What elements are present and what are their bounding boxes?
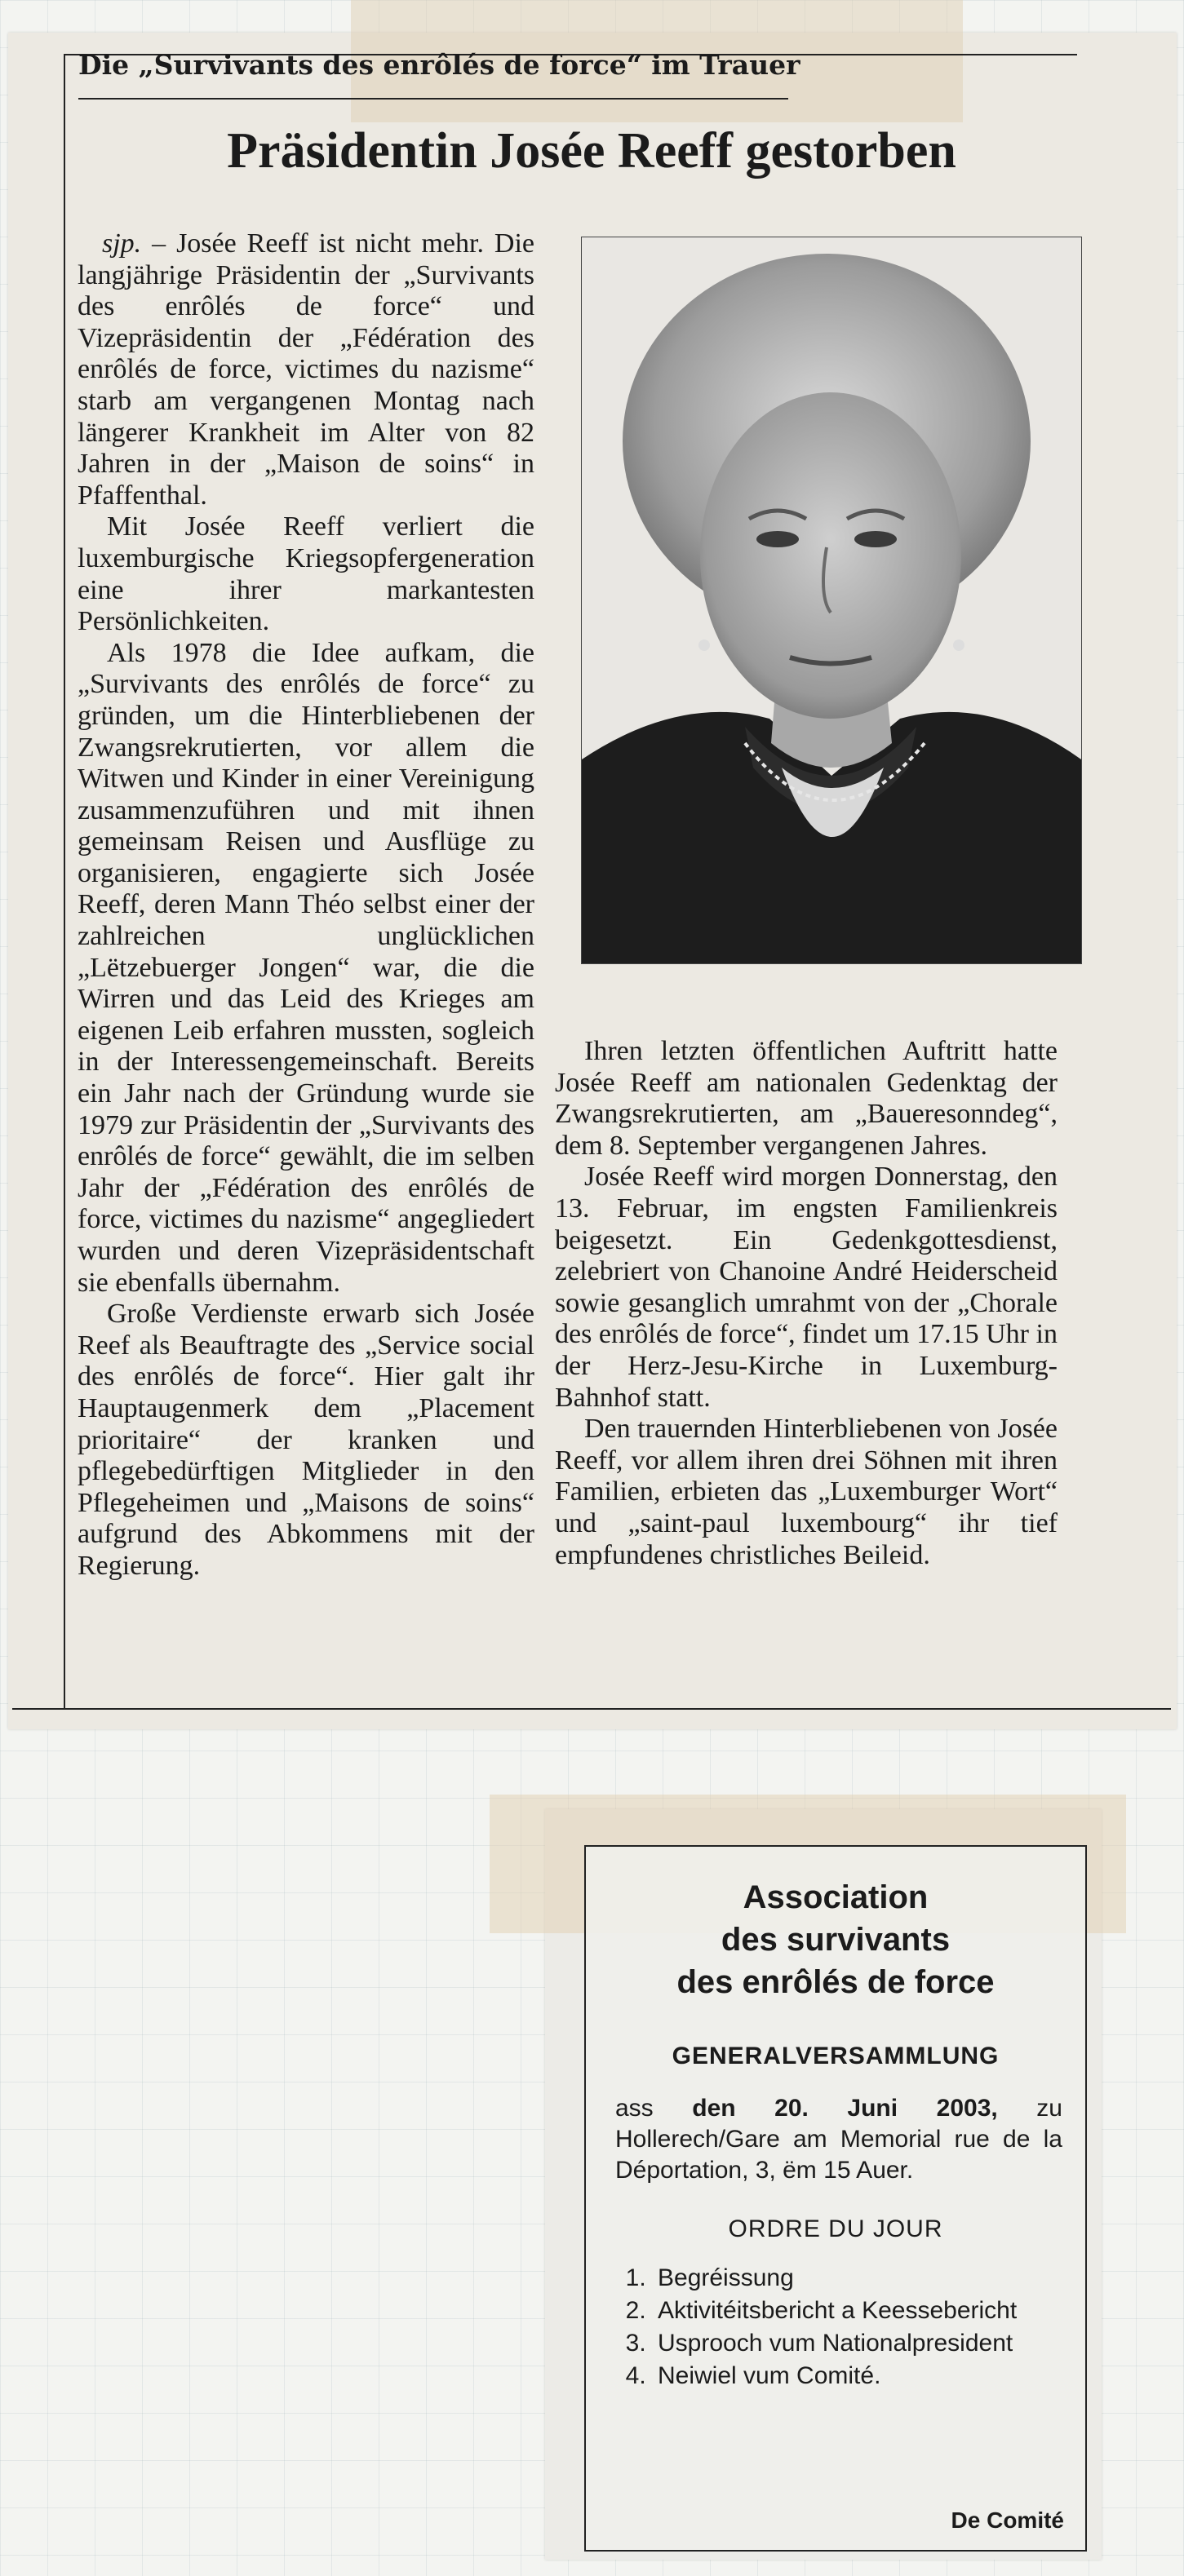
notice-heading: GENERALVERSAMMLUNG xyxy=(672,2043,1000,2069)
paragraph: Große Verdienste erwarb sich Josée Reef als Beauftragte des „Service social des enrôlés de force“. Hier galt ihr Hauptaugenmerk dem „Placement prioritaire“ der kranken und pflegebedürftigen Mitglieder in den Pflegeheimen und „Maisons de soins“ aufgrund des Abkommens mit der Regierung. xyxy=(78,1299,534,1581)
article-headline: Präsidentin Josée Reeff gestorben xyxy=(227,123,956,179)
agenda-title: ORDRE DU JOUR xyxy=(728,2215,943,2242)
paragraph-text: – Josée Reeff ist nicht mehr. Die langjährige Präsidentin der „Survivants des enrôlés de force“ und Vizepräsidentin der „Fédération des enrôlés de force, victimes du nazisme“ starb am vergangenen Montag nach längerer Krankheit im Alter von 82 Jahren in der „Maison de soins“ in Pfaffenthal. xyxy=(78,228,534,511)
org-name-line: des enrôlés de force xyxy=(676,1964,995,2000)
portrait-illustration xyxy=(582,237,1081,963)
paragraph: Josée Reeff wird morgen Donnerstag, den 13. Februar, im engsten Familienkreis beigesetzt. Ein Gedenkgottesdienst, zelebriert von Chanoine André Heiderscheid sowie gesanglich umrahmt von der „Chorale des enrôlés de force“, findet um 17.15 Uhr in der Herz-Jesu-Kirche in Luxemburg-Bahnhof statt. xyxy=(555,1162,1058,1413)
agenda-item: 2. Aktivitéitsbericht a Keessebericht xyxy=(653,2295,1077,2326)
bottom-rule xyxy=(12,1708,1171,1710)
org-name-line: des survivants xyxy=(721,1922,951,1958)
article-left-column xyxy=(78,228,534,1582)
kicker-underline xyxy=(78,98,788,100)
paragraph: Ihren letzten öffentlichen Auftritt hatte Josée Reeff am nationalen Gedenktag der Zwangsrekrutierten, am „Baueresonndeg“, dem 8. September vergangenen Jahres. xyxy=(555,1036,1058,1161)
org-name-line: Association xyxy=(743,1879,929,1915)
when-prefix: ass xyxy=(615,2095,693,2122)
agenda-item: 1. Begréissung xyxy=(653,2263,1077,2293)
paragraph: Als 1978 die Idee aufkam, die „Survivants des enrôlés de force“ zu gründen, um die Hinterbliebenen der Zwangsrekrutierten, vor allem die Witwen und Kinder in einer Vereinigung zusammenzuführen und mit ihnen gemeinsam Reisen und Ausflüge zu organisieren, engagierte sich Josée Reeff, deren Mann Théo selbst einer der zahlreichen unglücklichen „Lëtzebuerger Jongen“ war, die die Wirren und das Leid des Krieges am eigenen Leib erfahren mussten, sogleich in der Interessengemeinschaft. Bereits ein Jahr nach der Gründung wurde sie 1979 zur Präsidentin der „Survivants des enrôlés de force“ gewählt, die im selben Jahr der „Fédération des enrôlés de force, victimes du nazisme“ angegliedert wurden und deren Vizepräsidentschaft sie ebenfalls übernahm. xyxy=(78,637,534,1298)
paragraph xyxy=(78,228,534,511)
meeting-date: den 20. Juni 2003, xyxy=(692,2095,998,2122)
agenda-list xyxy=(619,2263,1077,2393)
portrait-photo xyxy=(581,237,1082,964)
author-initials: sjp. xyxy=(102,228,142,259)
assembly-notice xyxy=(584,1845,1087,2552)
paragraph: Mit Josée Reeff verliert die luxemburgische Kriegsopfergeneration eine ihrer markantesten Persönlichkeiten. xyxy=(78,511,534,637)
agenda-item: 4. Neiwiel vum Comité. xyxy=(653,2361,1077,2391)
paragraph: Den trauernden Hinterbliebenen von Josée Reeff, vor allem ihren drei Söhnen mit ihren Familien, erbieten das „Luxemburger Wort“ und „saint-paul luxembourg“ ihr tief empfundenes christliches Beileid. xyxy=(555,1414,1058,1570)
article-right-column xyxy=(555,1036,1058,1571)
agenda-item: 3. Usprooch vum Nationalpresident xyxy=(653,2328,1077,2358)
signature: De Comité xyxy=(951,2507,1064,2533)
left-rule xyxy=(64,54,65,1710)
article-kicker: Die „Survivants des enrôlés de force“ im Trauer xyxy=(78,49,800,81)
meeting-details xyxy=(615,2093,1062,2186)
meeting-place: zu Hollerech/Gare am Memorial rue de la Déportation, 3, ëm 15 Auer. xyxy=(615,2095,1062,2184)
